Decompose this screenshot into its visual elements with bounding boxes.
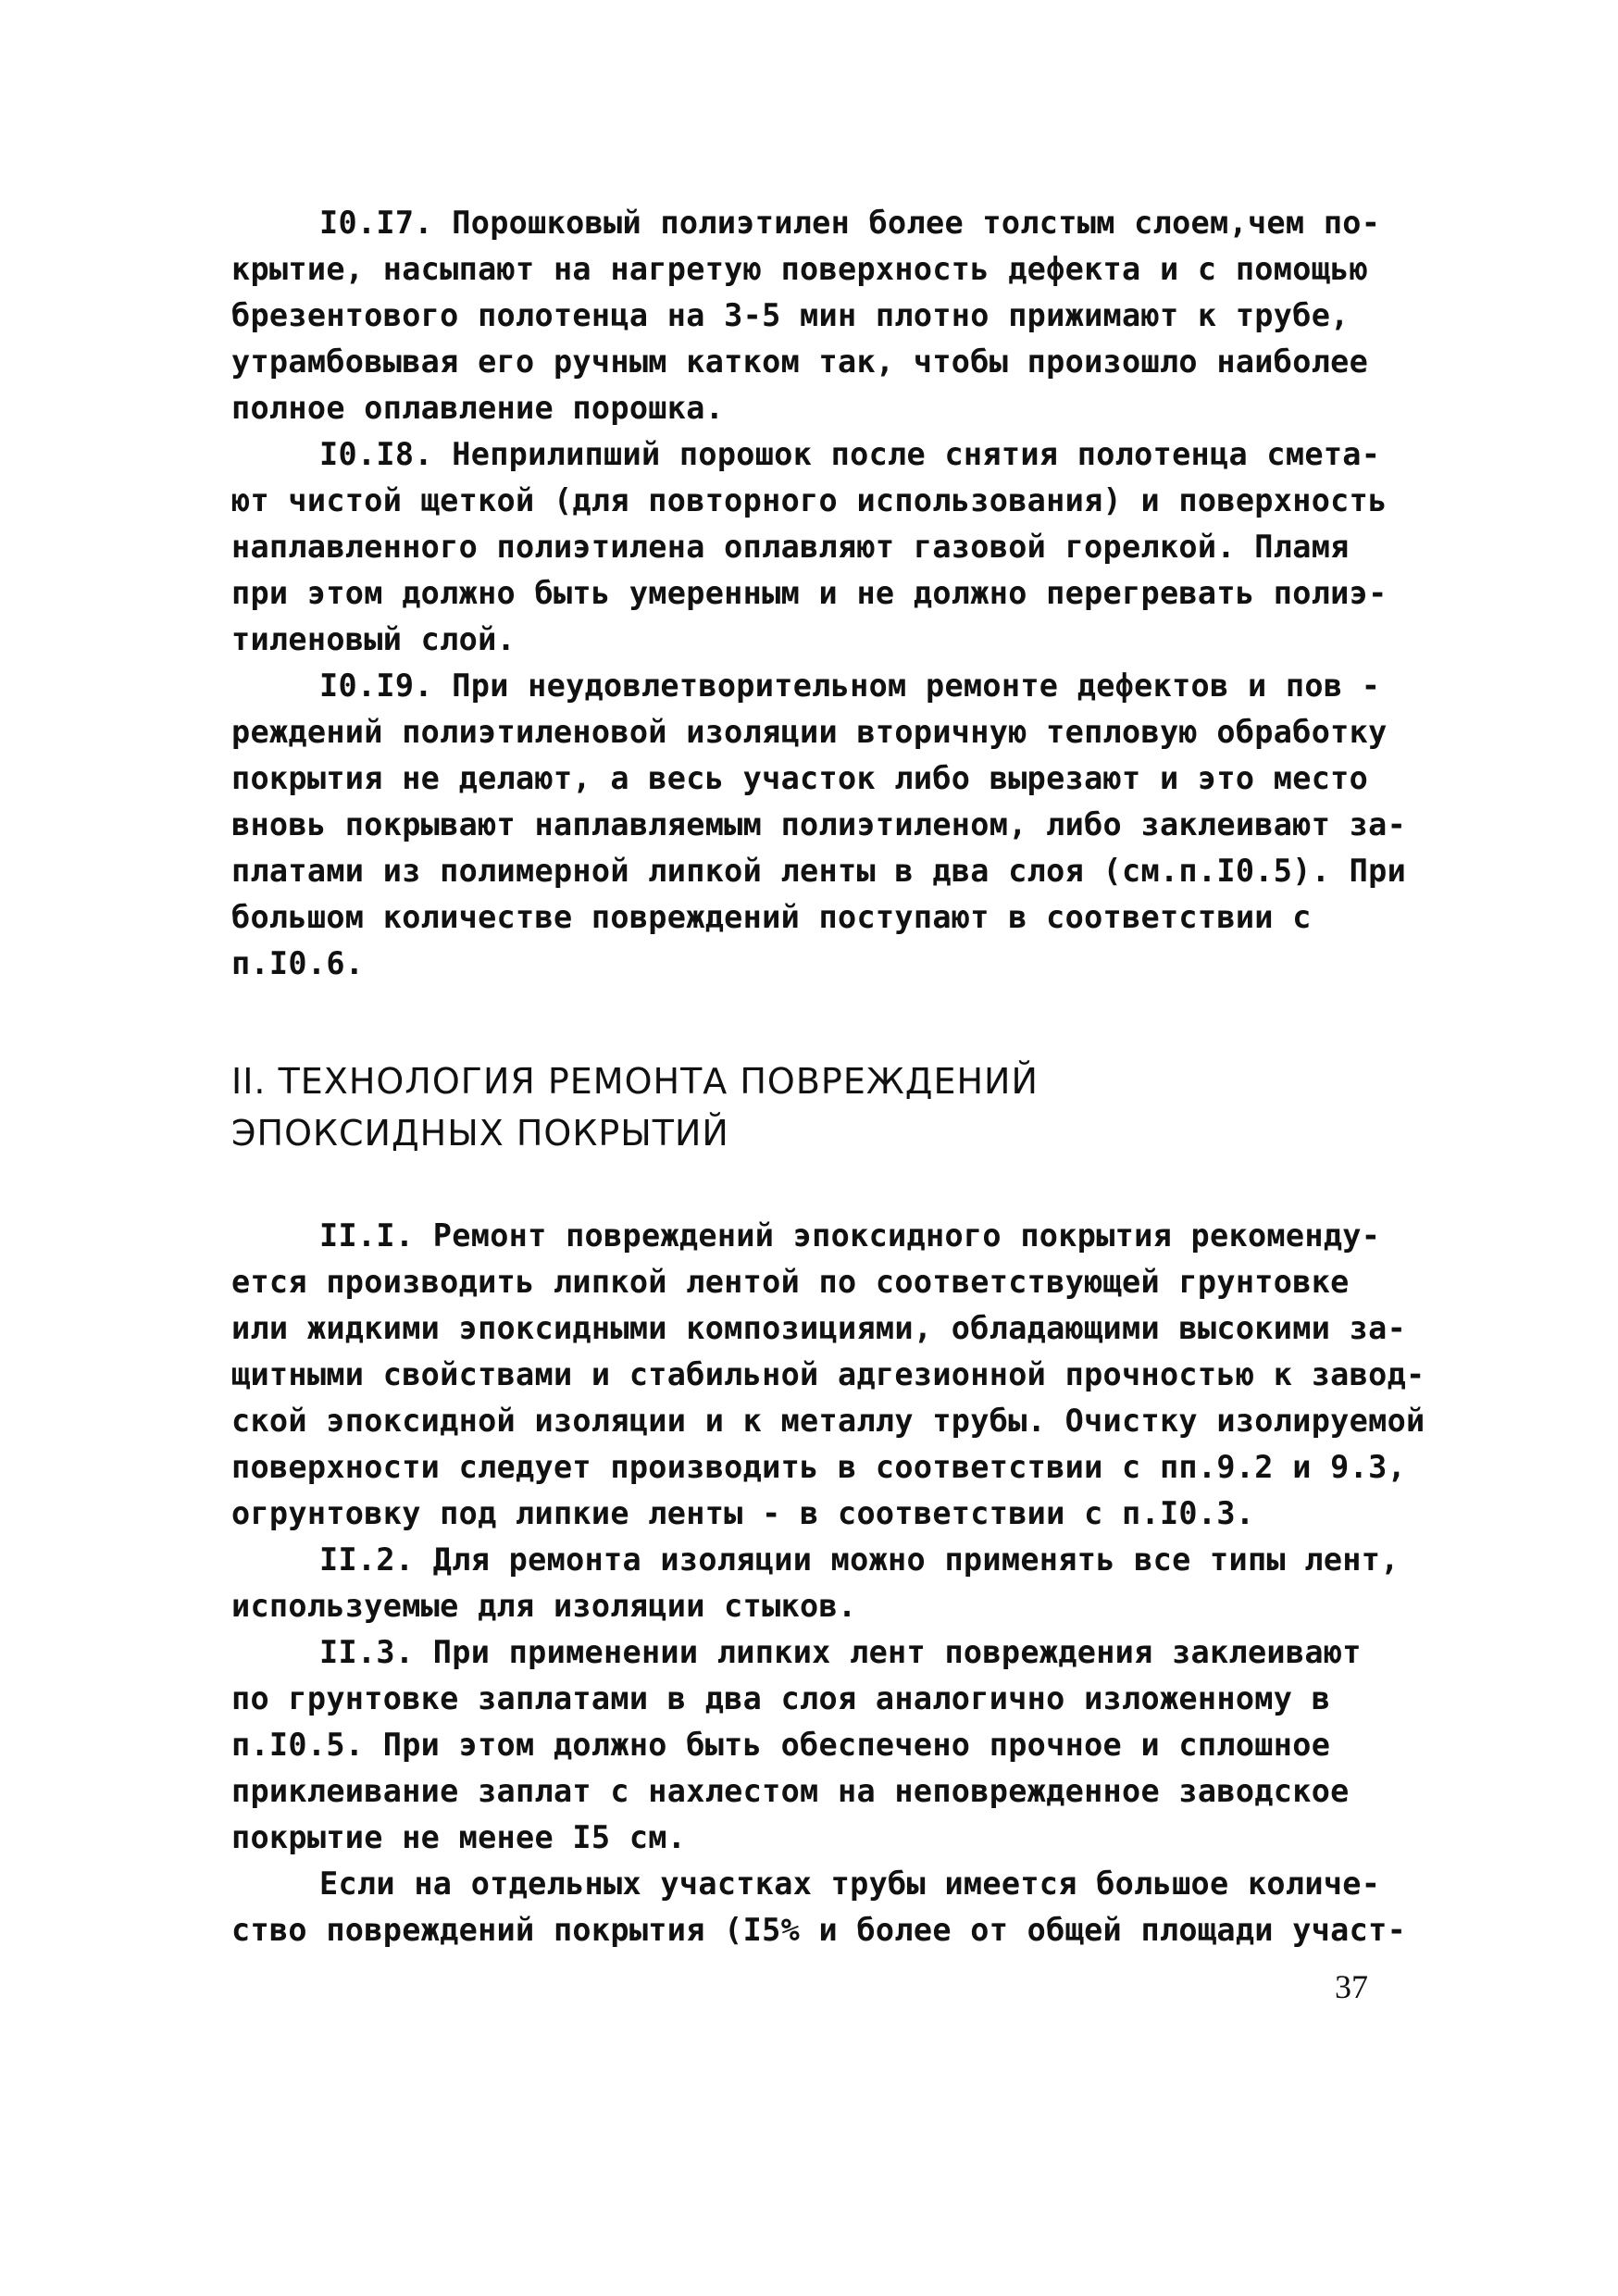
text-line: полное оплавление порошка.: [231, 390, 725, 426]
text-line: брезентового полотенца на 3-5 мин плотно прижимают к трубе,: [231, 297, 1350, 333]
text-line: или жидкими эпоксидными композициями, обладающими высокими за-: [231, 1310, 1407, 1346]
text-line: покрытие не менее I5 см.: [231, 1819, 687, 1855]
text-line: Если на отдельных участках трубы имеется большое количе-: [319, 1866, 1381, 1902]
text-line: I0.I9. При неудовлетворительном ремонте дефектов и пов -: [319, 668, 1381, 704]
text-line: ют чистой щеткой (для повторного использования) и поверхность: [231, 482, 1388, 518]
text-line: платами из полимерной липкой ленты в два слоя (см.п.I0.5). При: [231, 853, 1407, 889]
text-line: II.2. Для ремонта изоляции можно применять все типы лент,: [319, 1541, 1400, 1578]
text-line: утрамбовывая его ручным катком так, чтобы произошло наиболее: [231, 343, 1369, 380]
text-line: поверхности следует производить в соответствии с пп.9.2 и 9.3,: [231, 1449, 1407, 1485]
section-heading-line: II. ТЕХНОЛОГИЯ РЕМОНТА ПОВРЕЖДЕНИЙ: [231, 1061, 1039, 1102]
text-line: реждений полиэтиленовой изоляции вторичную тепловую обработку: [231, 714, 1388, 750]
text-line: I0.I7. Порошковый полиэтилен более толстым слоем,чем по-: [319, 205, 1381, 241]
text-line: покрытия не делают, а весь участок либо вырезают и это место: [231, 760, 1369, 796]
text-line: I0.I8. Неприлипший порошок после снятия полотенца смета-: [319, 436, 1381, 472]
text-line: при этом должно быть умеренным и не должно перегревать полиэ-: [231, 575, 1388, 611]
text-line: крытие, насыпают на нагретую поверхность дефекта и с помощью: [231, 251, 1369, 287]
text-line: п.I0.5. При этом должно быть обеспечено прочное и сплошное: [231, 1727, 1331, 1763]
text-line: приклеивание заплат с нахлестом на неповрежденное заводское: [231, 1773, 1350, 1809]
text-line: щитными свойствами и стабильной адгезионной прочностью к завод-: [231, 1356, 1425, 1392]
page-number: 37: [1335, 1968, 1368, 2005]
text-line: вновь покрывают наплавляемым полиэтиленом, либо заклеивают за-: [231, 806, 1407, 842]
text-line: большом количестве повреждений поступают в соответствии с: [231, 899, 1312, 935]
text-line: используемые для изоляции стыков.: [231, 1588, 857, 1624]
text-line: наплавленного полиэтилена оплавляют газовой горелкой. Пламя: [231, 529, 1350, 565]
text-line: ство повреждений покрытия (I5% и более от общей площади участ-: [231, 1912, 1407, 1948]
text-line: ской эпоксидной изоляции и к металлу трубы. Очистку изолируемой: [231, 1403, 1425, 1439]
text-line: тиленовый слой.: [231, 621, 517, 657]
text-line: по грунтовке заплатами в два слоя аналогично изложенному в: [231, 1680, 1331, 1716]
text-line: ется производить липкой лентой по соответствующей грунтовке: [231, 1264, 1350, 1300]
text-line: II.3. При применении липких лент повреждения заклеивают: [319, 1634, 1362, 1670]
text-line: п.I0.6.: [231, 945, 365, 981]
section-heading-line: ЭПОКСИДНЫХ ПОКРЫТИЙ: [231, 1113, 729, 1154]
text-line: огрунтовку под липкие ленты - в соответствии с п.I0.3.: [231, 1495, 1255, 1531]
text-line: II.I. Ремонт повреждений эпоксидного покрытия рекоменду-: [319, 1217, 1381, 1254]
